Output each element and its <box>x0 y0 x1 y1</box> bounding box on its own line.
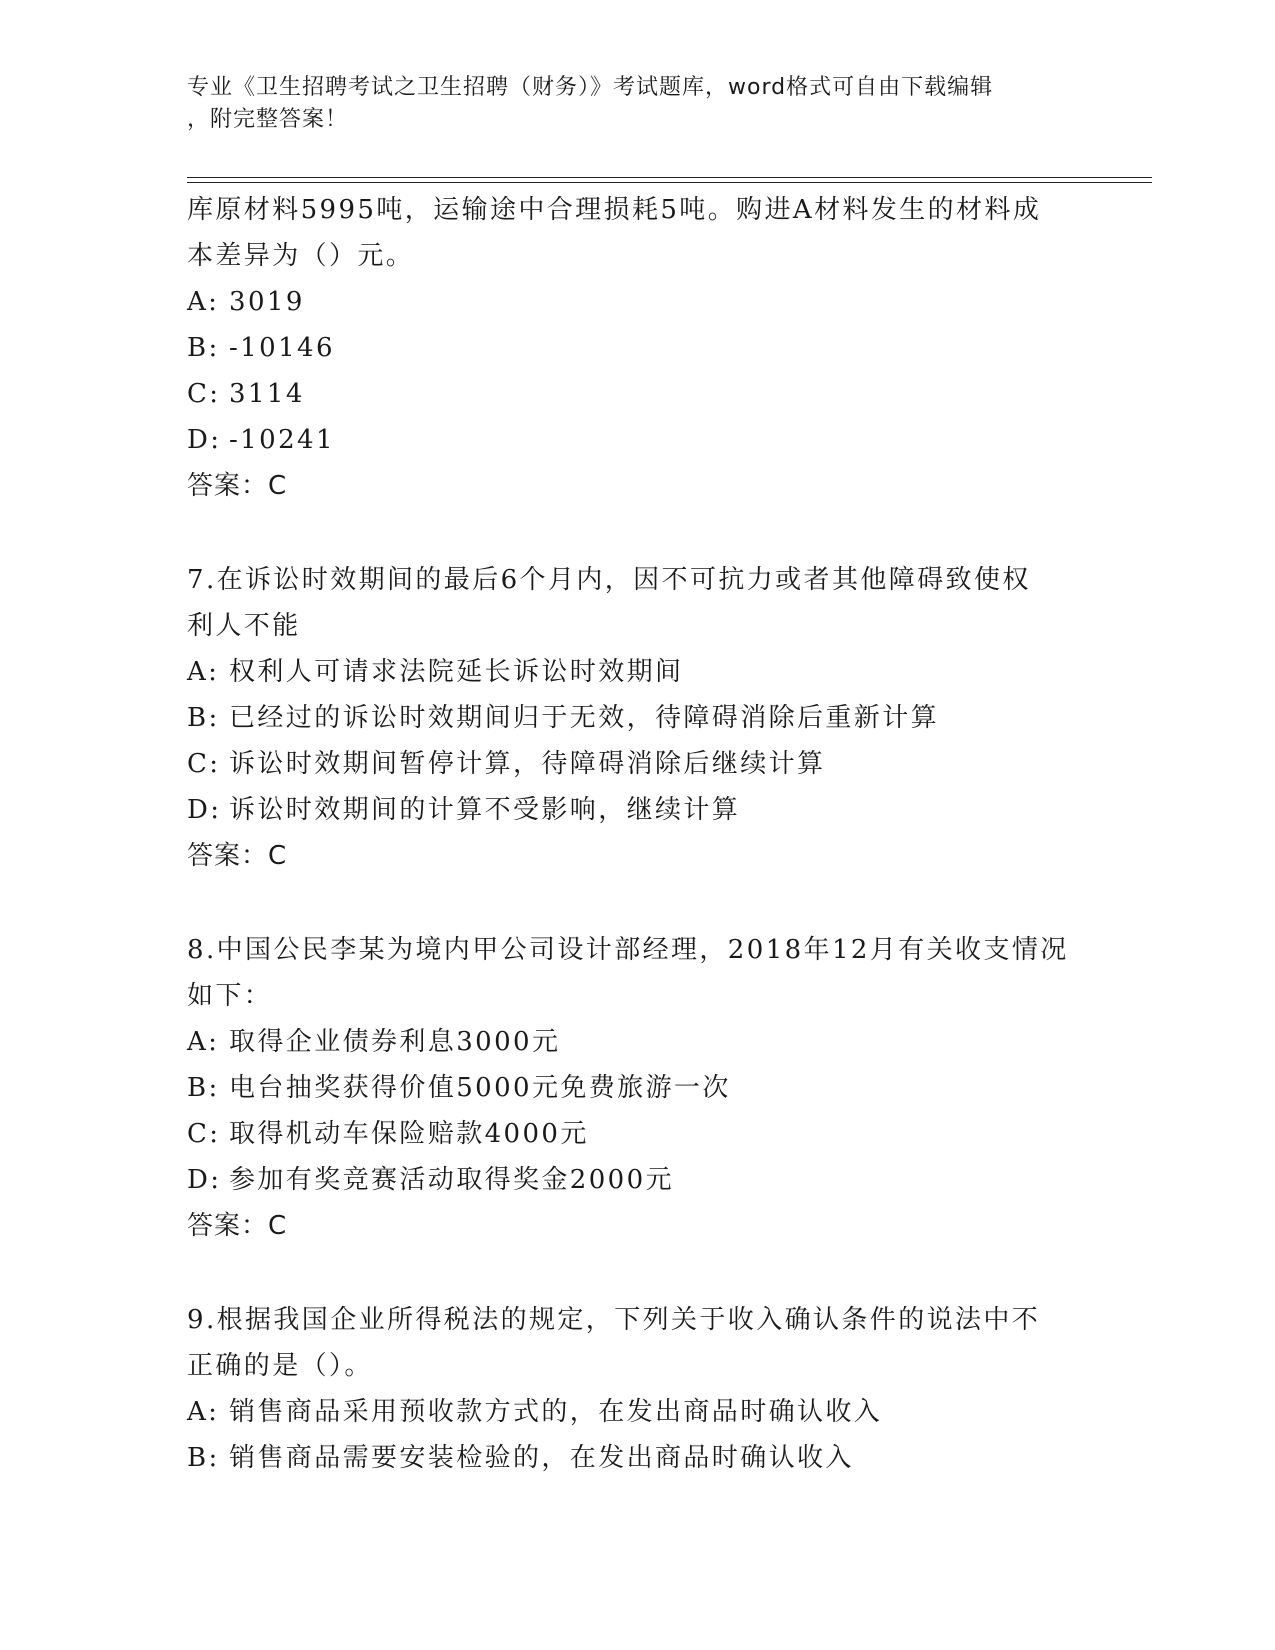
option-text: 诉讼时效期间的计算不受影响，继续计算 <box>229 795 741 825</box>
option-key: A: <box>187 287 220 317</box>
option-text: 诉讼时效期间暂停计算，待障碍消除后继续计算 <box>229 749 826 779</box>
option-text: 参加有奖竞赛活动取得奖金2000元 <box>229 1165 674 1195</box>
option-c <box>187 371 1087 417</box>
option-key: B: <box>187 703 220 733</box>
option-key: B: <box>187 333 220 363</box>
question-6-block <box>187 187 1087 509</box>
question-stem-line: 9.根据我国企业所得税法的规定，下列关于收入确认条件的说法中不 <box>187 1305 1041 1335</box>
document-header <box>187 72 1067 136</box>
option-a <box>187 1019 1087 1065</box>
spacer <box>187 1249 1087 1297</box>
option-key: A: <box>187 657 220 687</box>
header-divider-top <box>187 177 1152 178</box>
option-key: C: <box>187 749 221 779</box>
option-text: -10241 <box>229 425 335 455</box>
question-stem-line: 正确的是（）。 <box>187 1351 373 1381</box>
option-a <box>187 1389 1087 1435</box>
option-key: C: <box>187 1119 221 1149</box>
option-a <box>187 279 1087 325</box>
question-stem-line: 库原材料5995吨，运输途中合理损耗5吨。购进A材料发生的材料成 <box>187 195 1042 225</box>
option-b <box>187 1435 1087 1481</box>
option-b <box>187 695 1087 741</box>
option-text: 取得企业债券利息3000元 <box>229 1027 561 1057</box>
option-text: 电台抽奖获得价值5000元免费旅游一次 <box>229 1073 731 1103</box>
option-c <box>187 1111 1087 1157</box>
option-text: 3019 <box>229 287 305 317</box>
question-stem-line: 利人不能 <box>187 611 301 641</box>
option-key: B: <box>187 1443 220 1473</box>
question-8-block <box>187 927 1087 1249</box>
option-d <box>187 1157 1087 1203</box>
spacer <box>187 879 1087 927</box>
question-content <box>187 187 1087 1481</box>
option-key: D: <box>187 1165 222 1195</box>
option-c <box>187 741 1087 787</box>
option-b <box>187 1065 1087 1111</box>
question-stem-line: 本差异为（）元。 <box>187 241 415 271</box>
header-title-line-2: ，附完整答案！ <box>187 107 349 132</box>
question-stem-line: 如下： <box>187 981 273 1011</box>
option-a <box>187 649 1087 695</box>
option-text: 3114 <box>229 379 305 409</box>
header-divider-bottom <box>187 182 1152 183</box>
option-text: -10146 <box>229 333 335 363</box>
option-key: C: <box>187 379 221 409</box>
option-key: D: <box>187 795 222 825</box>
header-title-line-1: 专业《卫生招聘考试之卫生招聘（财务）》考试题库，word格式可自由下载编辑 <box>187 75 994 100</box>
spacer <box>187 509 1087 557</box>
option-key: A: <box>187 1027 220 1057</box>
option-key: B: <box>187 1073 220 1103</box>
option-text: 已经过的诉讼时效期间归于无效，待障碍消除后重新计算 <box>229 703 940 733</box>
answer-line: 答案：C <box>187 1211 288 1241</box>
question-stem-line: 8.中国公民李某为境内甲公司设计部经理，2018年12月有关收支情况 <box>187 935 1069 965</box>
option-d <box>187 417 1087 463</box>
question-stem-line: 7.在诉讼时效期间的最后6个月内，因不可抗力或者其他障碍致使权 <box>187 565 1031 595</box>
option-key: A: <box>187 1397 220 1427</box>
question-7-block <box>187 557 1087 879</box>
option-text: 销售商品采用预收款方式的，在发出商品时确认收入 <box>229 1397 883 1427</box>
option-b <box>187 325 1087 371</box>
answer-line: 答案：C <box>187 841 288 871</box>
option-text: 销售商品需要安装检验的，在发出商品时确认收入 <box>229 1443 854 1473</box>
option-key: D: <box>187 425 222 455</box>
option-text: 取得机动车保险赔款4000元 <box>229 1119 589 1149</box>
option-d <box>187 787 1087 833</box>
option-text: 权利人可请求法院延长诉讼时效期间 <box>229 657 684 687</box>
answer-line: 答案：C <box>187 471 288 501</box>
question-9-block <box>187 1297 1087 1481</box>
